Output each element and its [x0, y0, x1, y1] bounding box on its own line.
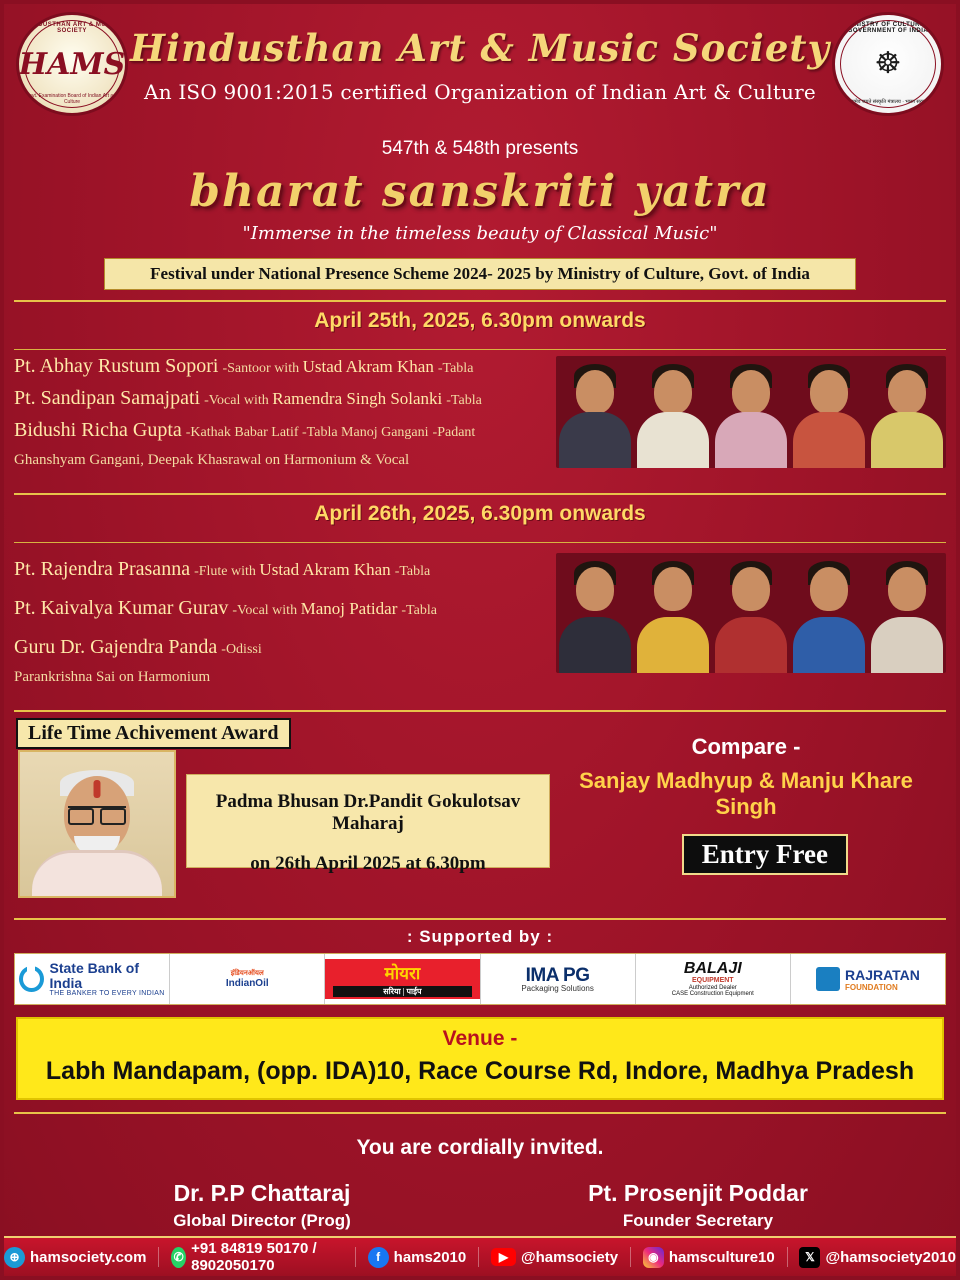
- sponsor-logo-row: [14, 953, 946, 1005]
- venue-address: Labh Mandapam, (opp. IDA)10, Race Course Rd, Indore, Madhya Pradesh: [45, 1057, 915, 1085]
- artist-name-2: -Tabla Manoj Gangani: [302, 425, 429, 440]
- artist-name: Pt. Sandipan Samajpati: [14, 387, 201, 409]
- artist-detail: -Kathak Babar Latif: [185, 425, 302, 440]
- emblem-glyph: ☸: [874, 47, 902, 80]
- artist-name: Pt. Kaivalya Kumar Gurav: [14, 597, 229, 619]
- sponsor-name: मोयरा: [384, 964, 421, 983]
- scheme-band: Festival under National Presence Scheme 2024- 2025 by Ministry of Culture, Govt. of India: [104, 258, 856, 290]
- signatory-role: Global Director (Prog): [173, 1211, 351, 1230]
- day2-artist-photos: [556, 553, 946, 673]
- artist-detail: -Vocal with: [232, 603, 301, 618]
- artist-name: Guru Dr. Gajendra Panda: [14, 636, 218, 658]
- event-tagline: "Immerse in the timeless beauty of Classical Music": [242, 223, 718, 244]
- artist-line: [14, 450, 564, 470]
- artist-name: Pt. Abhay Rustum Sopori: [14, 355, 219, 377]
- footer-x-twitter[interactable]: [799, 1247, 956, 1268]
- sponsor-indian-oil: [170, 954, 325, 1004]
- artist-photo: [712, 553, 790, 673]
- contact-footer: [4, 1236, 956, 1276]
- artist-line: [14, 418, 564, 443]
- hams-logo: [16, 12, 128, 116]
- artist-name-2: Manoj Patidar: [300, 599, 398, 618]
- artist-photo: [868, 356, 946, 468]
- artist-detail: -Santoor with: [222, 361, 303, 376]
- facebook-icon: f: [368, 1247, 389, 1268]
- artist-detail-2: -Tabla: [401, 603, 437, 618]
- footer-text: hamsociety.com: [30, 1248, 147, 1266]
- artist-detail-2: -Tabla: [437, 361, 474, 376]
- artist-detail-2: -Tabla: [394, 564, 431, 579]
- artist-name: Bidushi Richa Gupta: [14, 419, 182, 441]
- artist-photo: [556, 356, 634, 468]
- whatsapp-icon: ✆: [171, 1247, 186, 1268]
- artist-detail: Parankrishna Sai on Harmonium: [14, 669, 211, 685]
- artist-photo: [790, 553, 868, 673]
- x-twitter-icon: 𝕏: [799, 1247, 820, 1268]
- signatory: [44, 1180, 480, 1231]
- sponsor-tagline: FOUNDATION: [844, 982, 898, 992]
- sponsor-balaji-equipment: [636, 954, 791, 1004]
- footer-text: +91 84819 50170 / 8902050170: [191, 1240, 317, 1274]
- hams-logo-bottom-text: Govt. Examination Board of Indian Art and Culture: [25, 92, 119, 105]
- globe-icon: ⊕: [4, 1247, 25, 1268]
- signatory: [480, 1180, 916, 1231]
- compere-label: Compare -: [691, 734, 801, 759]
- sponsor-ima-pg: [481, 954, 636, 1004]
- instagram-icon: ◉: [643, 1247, 664, 1268]
- award-datetime: on 26th April 2025 at 6.30pm: [250, 853, 486, 874]
- sbi-keyhole-icon: [19, 966, 44, 992]
- compere-names: Sanjay Madhyup & Manju Khare Singh: [579, 768, 913, 819]
- artist-photo: [634, 356, 712, 468]
- sponsor-name: IMA PG: [525, 964, 590, 986]
- invitation-line: You are cordially invited.: [356, 1136, 604, 1159]
- youtube-icon: ▶: [491, 1248, 516, 1266]
- hams-logo-monogram: HAMS: [18, 46, 126, 82]
- day1-artist-list: [4, 354, 564, 470]
- compere-block: [546, 734, 946, 820]
- sponsor-tagline: THE BANKER TO EVERY INDIAN: [49, 990, 165, 998]
- footer-youtube[interactable]: [491, 1248, 618, 1266]
- artist-photo: [634, 553, 712, 673]
- day1-block: [4, 350, 956, 483]
- award-details-card: [186, 774, 550, 874]
- artist-detail: -Odissi: [221, 642, 262, 657]
- day2-artist-list: [4, 547, 564, 687]
- artist-photo: [868, 553, 946, 673]
- footer-facebook[interactable]: [368, 1247, 467, 1268]
- sponsor-tagline-2: CASE Construction Equipment: [671, 991, 754, 998]
- emblem-top-text: MINISTRY OF CULTURE · GOVERNMENT OF INDIA: [846, 22, 930, 34]
- footer-website[interactable]: [4, 1247, 146, 1268]
- artist-photo: [712, 356, 790, 468]
- artist-name-2: Ramendra Singh Solanki: [272, 389, 443, 408]
- poster-header: [4, 4, 956, 122]
- rajratan-mark-icon: [816, 967, 840, 991]
- event-title: bharat sanskriti yatra: [189, 166, 771, 217]
- emblem-bottom-text: सत्यमेव जयते संस्कृति मंत्रालय · भारत सरकार: [847, 98, 929, 105]
- day2-block: [4, 543, 956, 700]
- artist-line: [14, 354, 564, 379]
- venue-box: [16, 1017, 944, 1100]
- sponsor-tagline: Packaging Solutions: [521, 983, 594, 993]
- footer-text: @hamsociety: [520, 1248, 619, 1266]
- artist-detail: -Flute with: [194, 564, 260, 579]
- signatory-name: Dr. P.P Chattaraj: [173, 1180, 351, 1206]
- artist-detail: Ghanshyam Gangani, Deepak Khasrawal on Harmonium & Vocal: [14, 452, 410, 468]
- sponsor-tagline: सरिया | पाईप: [333, 986, 471, 997]
- artist-detail: -Vocal with: [204, 393, 273, 408]
- artist-line: [14, 596, 564, 621]
- artist-line: [14, 667, 564, 687]
- award-section: [4, 712, 956, 908]
- signatory-role: Founder Secretary: [622, 1211, 774, 1230]
- footer-instagram[interactable]: [643, 1247, 775, 1268]
- signatory-name: Pt. Prosenjit Poddar: [588, 1180, 808, 1206]
- awardee-name: Padma Bhusan Dr.Pandit Gokulotsav Maharaj: [215, 791, 521, 834]
- artist-detail-2: -Padant: [432, 425, 476, 440]
- sponsor-rajratan-foundation: [791, 954, 945, 1004]
- sponsor-name-hi: इंडियनऑयल: [230, 970, 264, 977]
- footer-text: @hamsociety2010: [825, 1248, 956, 1266]
- signatories: [4, 1166, 956, 1231]
- ministry-of-culture-emblem: [832, 12, 944, 116]
- entry-free-badge: Entry Free: [682, 834, 848, 875]
- footer-whatsapp[interactable]: [171, 1240, 343, 1274]
- sponsor-name: State Bank of India: [49, 959, 139, 991]
- sponsors-heading: : Supported by :: [406, 927, 554, 946]
- sponsor-name: RAJRATAN: [844, 966, 920, 983]
- award-label: Life Time Achivement Award: [16, 718, 291, 749]
- sponsor-name: BALAJI: [683, 959, 742, 977]
- society-title: Hindusthan Art & Music Society: [130, 26, 830, 70]
- artist-name: Pt. Rajendra Prasanna: [14, 558, 191, 580]
- artist-photo: [556, 553, 634, 673]
- artist-line: [14, 635, 564, 660]
- day1-artist-photos: [556, 356, 946, 468]
- society-subtitle: An ISO 9001:2015 certified Organization of Indian Art & Culture: [144, 80, 816, 104]
- day2-date: April 26th, 2025, 6.30pm onwards: [314, 502, 646, 525]
- footer-text: hams2010: [393, 1248, 467, 1266]
- day1-date: April 25th, 2025, 6.30pm onwards: [314, 309, 646, 332]
- awardee-photo: [18, 750, 176, 898]
- artist-line: [14, 557, 564, 582]
- sponsor-name: IndianOil: [225, 978, 269, 989]
- artist-name-2: Ustad Akram Khan: [259, 560, 391, 579]
- artist-line: [14, 386, 564, 411]
- sponsor-state-bank-of-india: [15, 954, 170, 1004]
- artist-name-2: Ustad Akram Khan: [302, 357, 434, 376]
- sponsor-name-2: EQUIPMENT: [691, 977, 734, 985]
- artist-detail-2: -Tabla: [446, 393, 482, 408]
- presents-line: 547th & 548th presents: [381, 138, 579, 159]
- artist-photo: [790, 356, 868, 468]
- sponsor-moyra: [325, 954, 480, 1004]
- hams-logo-top-text: HINDUSTHAN ART & MUSIC SOCIETY: [26, 22, 118, 34]
- sponsor-tagline: Authorized Dealer: [688, 984, 737, 991]
- footer-text: hamsculture10: [668, 1248, 775, 1266]
- venue-label: Venue -: [442, 1027, 518, 1050]
